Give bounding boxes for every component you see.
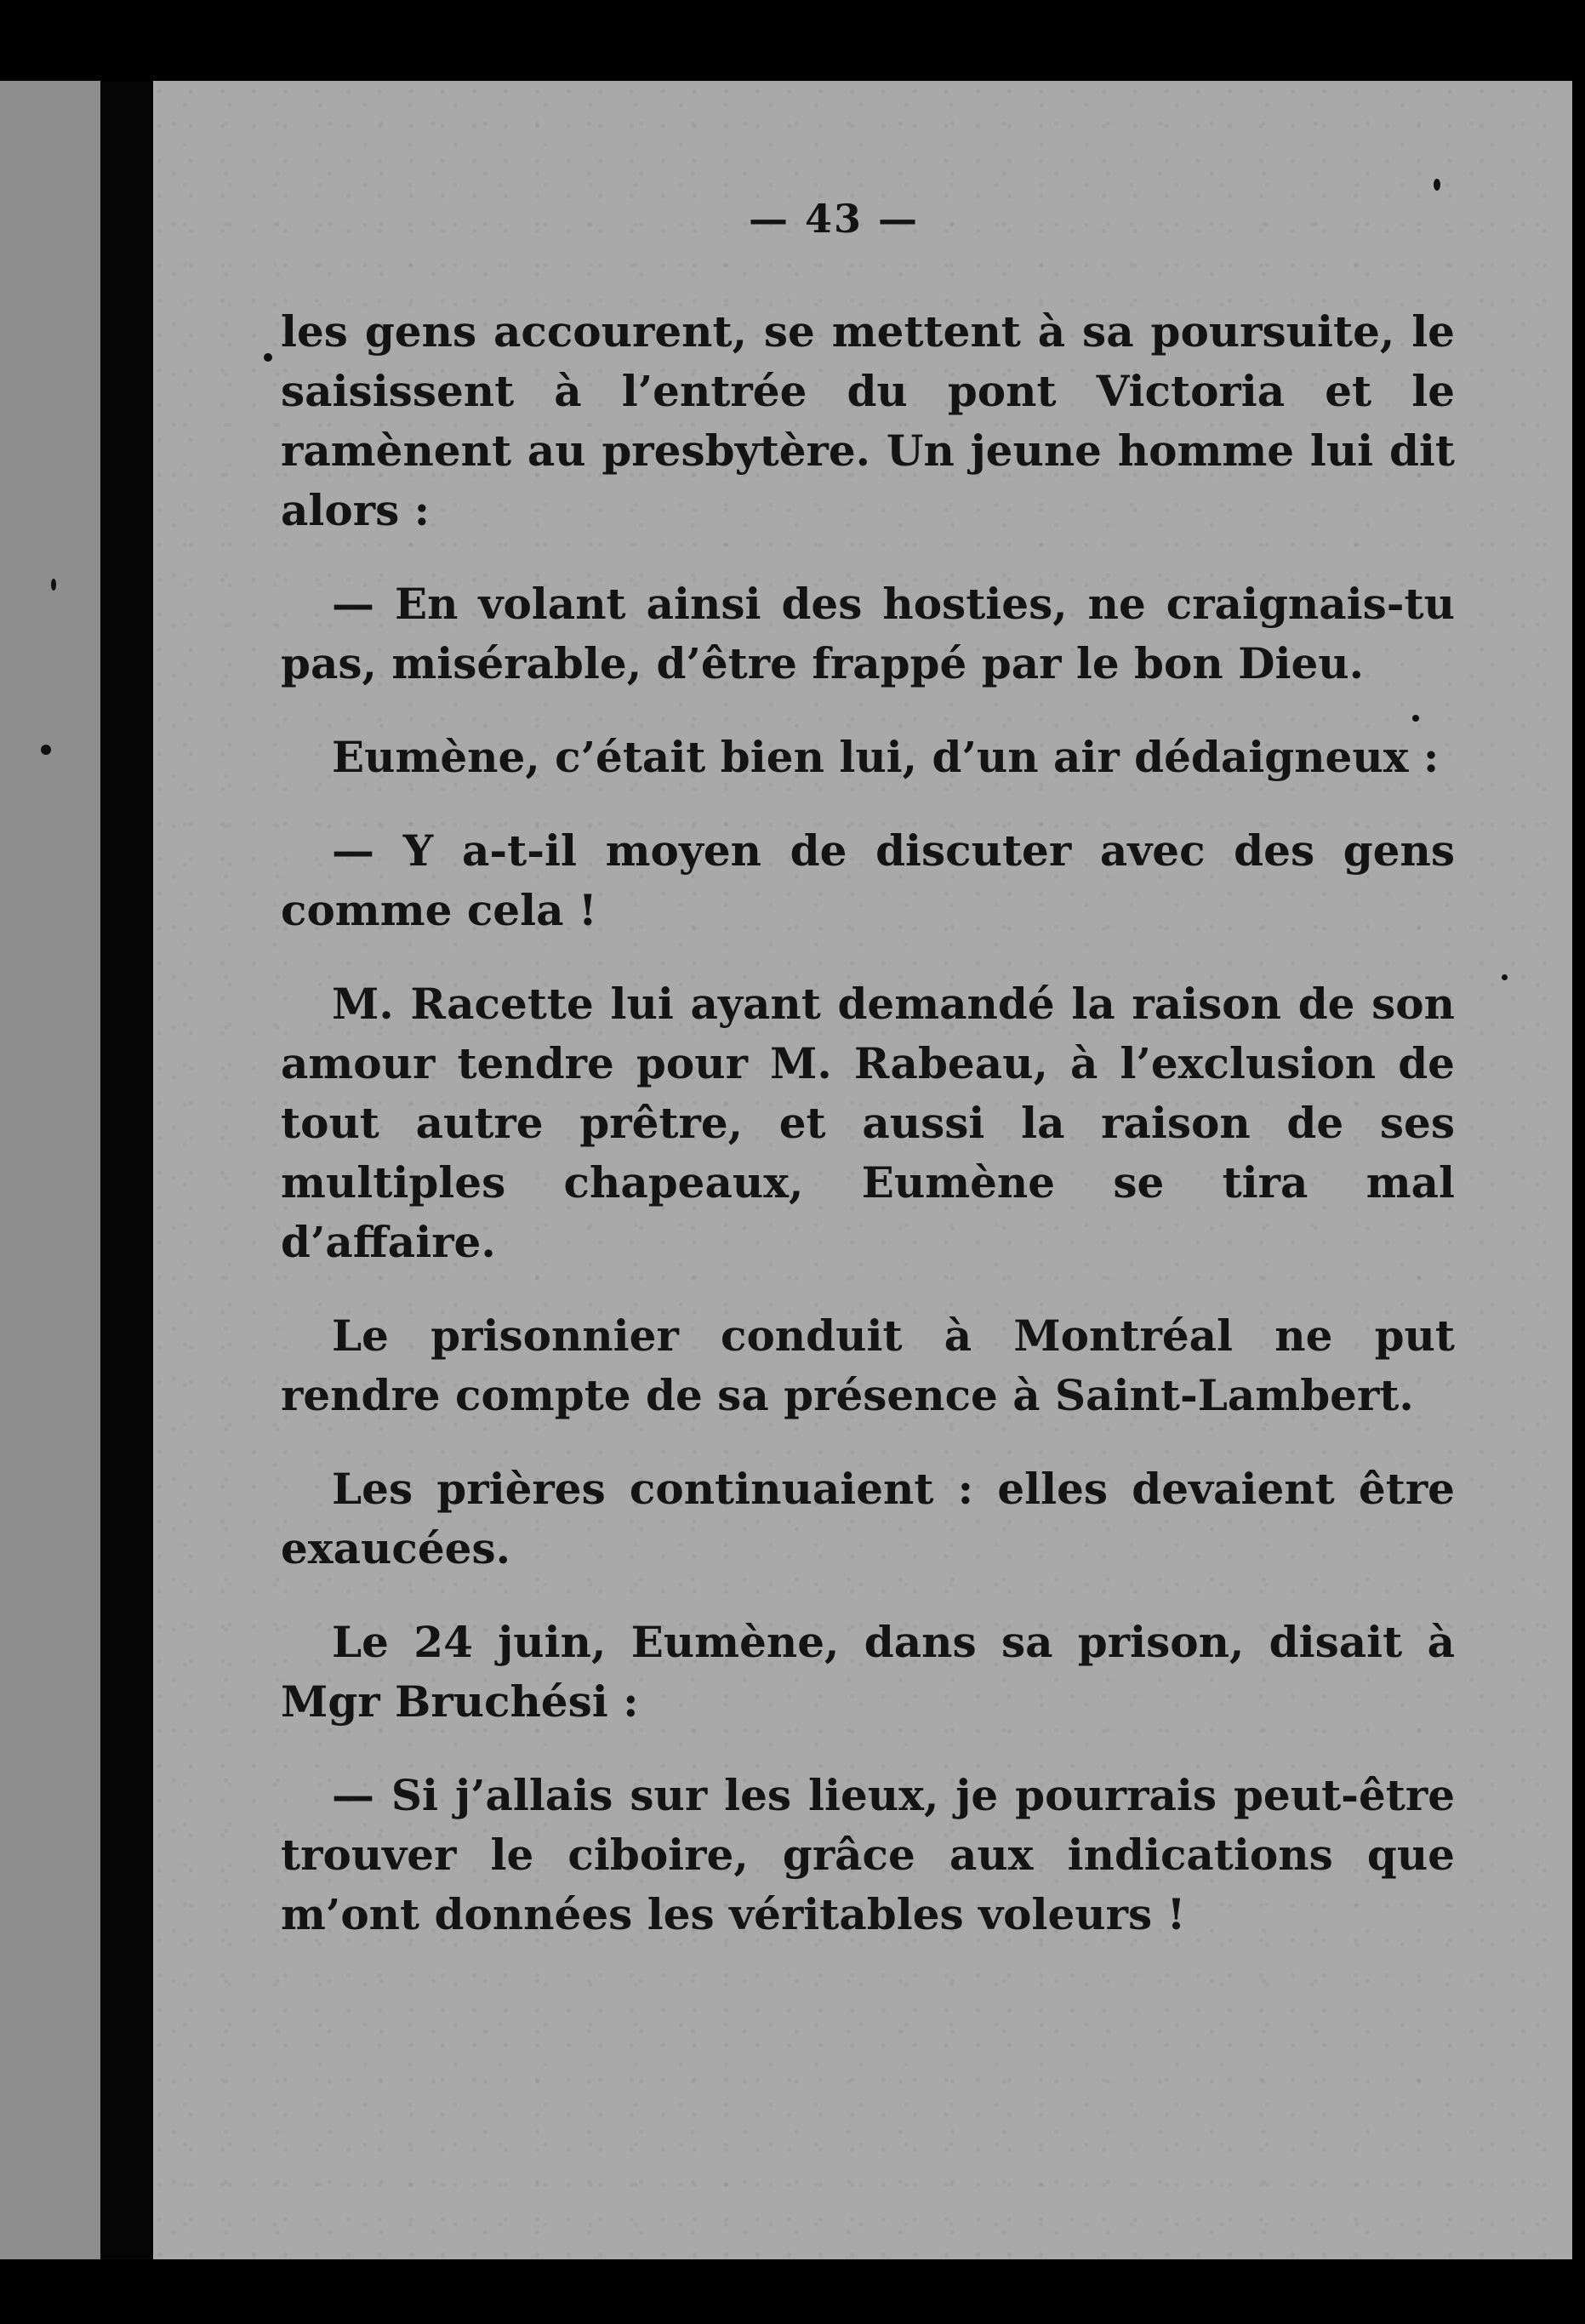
page-number: — 43 — — [749, 196, 920, 242]
paragraph: Le 24 juin, Eumène, dans sa prison, disait à Mgr Bruchési : — [281, 1617, 1455, 1727]
book-page — [153, 81, 1572, 2259]
paragraph: Les prières continuaient : elles devaient être exaucées. — [281, 1464, 1455, 1573]
book-gutter — [100, 81, 153, 2259]
paragraph: M. Racette lui ayant demandé la raison de son amour tendre pour M. Rabeau, à l’exclusion de tout autre prêtre, et aussi la raison de ses multiples chapeaux, Eumène se tira mal d’affaire. — [281, 979, 1455, 1267]
page-text — [281, 302, 1455, 1979]
paragraph: Eumène, c’était bien lui, d’un air dédaigneux : — [332, 732, 1440, 782]
adjacent-page-edge — [0, 81, 100, 2259]
paragraph: les gens accourent, se mettent à sa poursuite, le saisissent à l’entrée du pont Victoria et le ramènent au presbytère. Un jeune homme lui dit alors : — [281, 306, 1455, 535]
paragraph: — Y a-t-il moyen de discuter avec des gens comme cela ! — [281, 825, 1455, 935]
paragraph: Le prisonnier conduit à Montréal ne put rendre compte de sa présence à Saint-Lambert. — [281, 1310, 1455, 1420]
paragraph: — Si j’allais sur les lieux, je pourrais peut-être trouver le ciboire, grâce aux indications que m’ont données les véritables voleurs ! — [281, 1770, 1455, 1939]
paragraph: — En volant ainsi des hosties, ne craignais-tu pas, misérable, d’être frappé par le bon Dieu. — [281, 579, 1455, 688]
